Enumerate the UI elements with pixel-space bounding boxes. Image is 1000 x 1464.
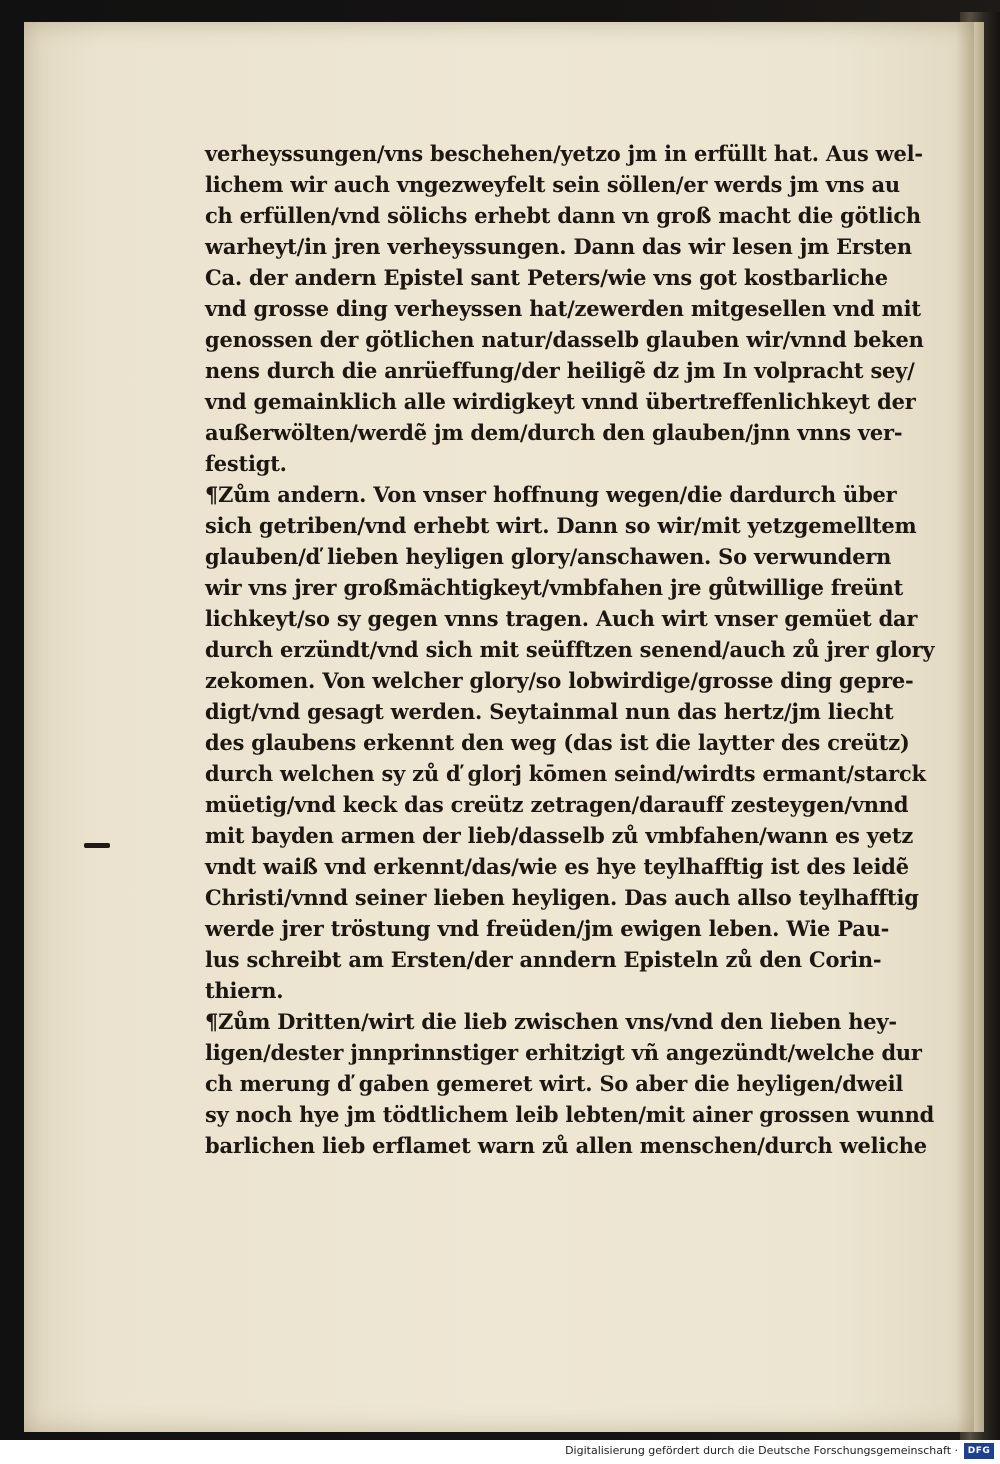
text-line: ch erfüllen/vnd sölichs erhebt dann vn groß macht die götlich <box>205 203 921 228</box>
text-line: müetig/vnd keck das creütz zetragen/darauff zesteygen/vnnd <box>205 792 909 817</box>
text-line: vndt waiß vnd erkennt/das/wie es hye teylhafftig ist des leidẽ <box>205 854 909 879</box>
text-line: des glaubens erkennt den weg (das ist die laytter des creütz) <box>205 730 910 755</box>
text-line: wir vns jrer großmächtigkeyt/vmbfahen jre gůtwillige freünt <box>205 575 904 600</box>
text-line: verheyssungen/vns beschehen/yetzo jm in erfüllt hat. Aus wel- <box>205 141 923 166</box>
text-line: mit bayden armen der lieb/dasselb zů vmbfahen/wann es yetz <box>205 823 914 848</box>
text-line: barlichen lieb erflamet warn zů allen menschen/durch weliche <box>205 1133 927 1158</box>
text-line: sich getriben/vnd erhebt wirt. Dann so wir/mit yetzgemelltem <box>205 513 917 538</box>
text-line: außerwölten/werdẽ jm dem/durch den glauben/jnn vnns ver- <box>205 420 903 445</box>
text-line: werde jrer tröstung vnd freüden/jm ewigen leben. Wie Pau- <box>205 916 890 941</box>
text-line: sy noch hye jm tödtlichem leib lebten/mit ainer grossen wunnd <box>205 1102 935 1127</box>
text-line: Christi/vnnd seiner lieben heyligen. Das auch allso teylhafftig <box>205 885 919 910</box>
text-line: genossen der götlichen natur/dasselb glauben wir/vnnd beken <box>205 327 924 352</box>
text-line: durch welchen sy zů ď glorj kōmen seind/wirdts ermant/starck <box>205 761 926 786</box>
page-text <box>205 138 945 1161</box>
text-line: ch merung ď gaben gemeret wirt. So aber die heyligen/dweil <box>205 1071 904 1096</box>
text-line: lus schreibt am Ersten/der anndern Episteln zů den Corin- <box>205 947 882 972</box>
book-page <box>24 22 974 1432</box>
text-line: vnd grosse ding verheyssen hat/zewerden mitgesellen vnd mit <box>205 296 921 321</box>
footer-bar <box>0 1440 1000 1464</box>
text-line: festigt. <box>205 451 287 476</box>
text-line: durch erzündt/vnd sich mit seüfftzen senend/auch zů jrer glory <box>205 637 935 662</box>
text-line: warheyt/in jren verheyssungen. Dann das wir lesen jm Ersten <box>205 234 912 259</box>
margin-mark <box>84 843 110 848</box>
text-line: zekomen. Von welcher glory/so lobwirdige/grosse ding gepre- <box>205 668 914 693</box>
text-line: glauben/ď lieben heyligen glory/anschawen. So verwundern <box>205 544 892 569</box>
text-line: thiern. <box>205 978 284 1003</box>
text-line: lichem wir auch vngezweyfelt sein söllen/er werds jm vns au <box>205 172 900 197</box>
text-line: ¶Zům Dritten/wirt die lieb zwischen vns/vnd den lieben hey- <box>205 1009 897 1034</box>
text-line: Ca. der andern Epistel sant Peters/wie vns got kostbarliche <box>205 265 888 290</box>
funding-credit: Digitalisierung gefördert durch die Deutsche Forschungsgemeinschaft · <box>565 1444 958 1457</box>
text-line: nens durch die anrüeffung/der heiligẽ dz jm In volpracht sey/ <box>205 358 915 383</box>
text-line: vnd gemainklich alle wirdigkeyt vnnd übertreffenlichkeyt der <box>205 389 916 414</box>
text-line: ligen/dester jnnprinnstiger erhitzigt vñ angezündt/welche dur <box>205 1040 922 1065</box>
dfg-logo-icon: DFG <box>964 1443 994 1459</box>
text-line: ¶Zům andern. Von vnser hoffnung wegen/die dardurch über <box>205 482 897 507</box>
text-line: lichkeyt/so sy gegen vnns tragen. Auch wirt vnser gemüet dar <box>205 606 918 631</box>
text-line: digt/vnd gesagt werden. Seytainmal nun das hertz/jm liecht <box>205 699 894 724</box>
